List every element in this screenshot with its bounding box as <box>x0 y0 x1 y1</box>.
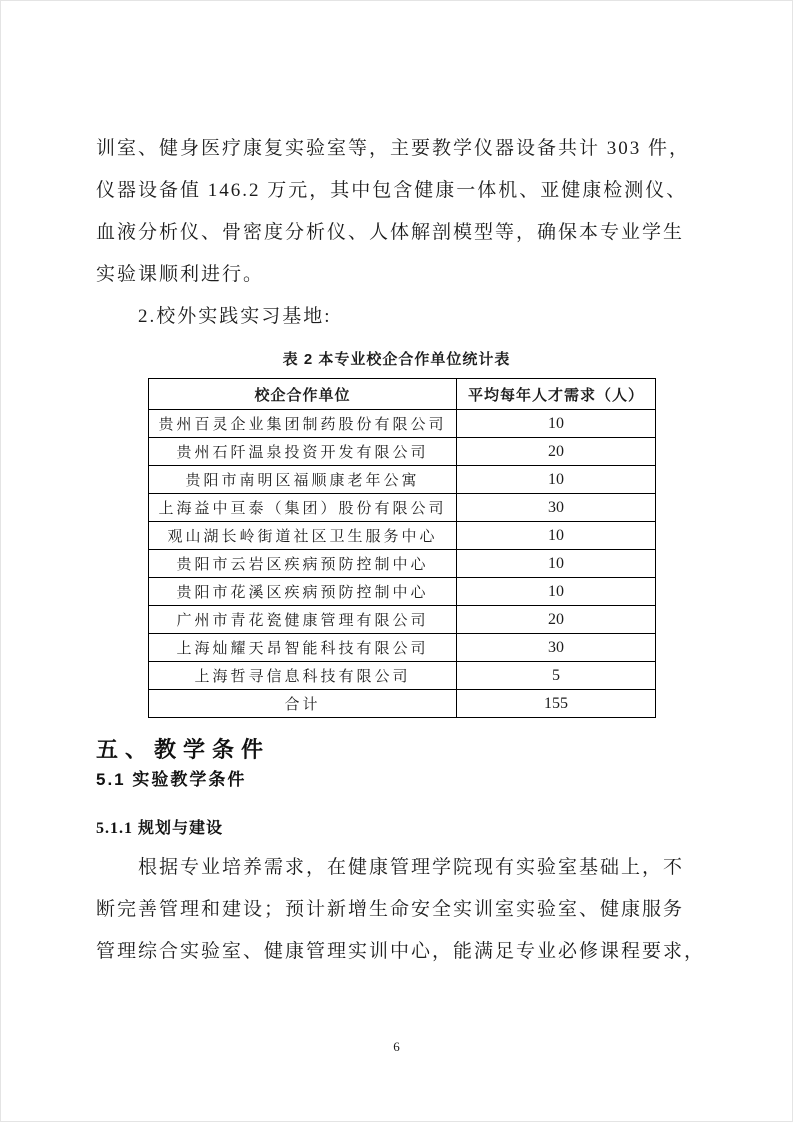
demand-cell: 5 <box>457 662 656 690</box>
demand-cell: 30 <box>457 494 656 522</box>
table-row <box>149 662 656 690</box>
demand-cell: 20 <box>457 606 656 634</box>
table-row <box>149 410 656 438</box>
table-row <box>149 550 656 578</box>
table-row <box>149 606 656 634</box>
subsubsection-heading: 5.1.1 规划与建设 <box>96 820 224 837</box>
unit-cell: 广州市青花瓷健康管理有限公司 <box>149 606 457 634</box>
col-header-unit: 校企合作单位 <box>149 379 457 410</box>
page-number: 6 <box>393 1039 400 1054</box>
unit-cell: 上海哲寻信息科技有限公司 <box>149 662 457 690</box>
unit-cell: 观山湖长岭街道社区卫生服务中心 <box>149 522 457 550</box>
demand-cell: 10 <box>457 410 656 438</box>
unit-cell: 贵州百灵企业集团制药股份有限公司 <box>149 410 457 438</box>
text-line: 管理综合实验室、健康管理实训中心，能满足专业必修课程要求， <box>96 941 706 962</box>
demand-cell: 10 <box>457 550 656 578</box>
table-row <box>149 522 656 550</box>
demand-cell: 10 <box>457 522 656 550</box>
text-line: 训室、健身医疗康复实验室等，主要教学仪器设备共计 303 件， <box>96 138 691 159</box>
text-line: 根据专业培养需求，在健康管理学院现有实验室基础上，不 <box>138 857 685 878</box>
unit-cell: 贵阳市花溪区疾病预防控制中心 <box>149 578 457 606</box>
subsection-heading: 5.1 实验教学条件 <box>96 770 247 789</box>
total-label-cell: 合计 <box>149 690 457 718</box>
text-line: 实验课顺利进行。 <box>96 264 265 285</box>
table-row <box>149 634 656 662</box>
list-item-practice-base: 2.校外实践实习基地: <box>138 306 332 327</box>
demand-cell: 10 <box>457 578 656 606</box>
table-caption: 表 2 本专业校企合作单位统计表 <box>282 351 511 368</box>
demand-cell: 10 <box>457 466 656 494</box>
text-line: 血液分析仪、骨密度分析仪、人体解剖模型等，确保本专业学生 <box>96 222 685 243</box>
paragraph-planning <box>96 847 706 973</box>
table-row <box>149 494 656 522</box>
table-header-row <box>149 379 656 410</box>
unit-cell: 贵阳市南明区福顺康老年公寓 <box>149 466 457 494</box>
table-row <box>149 438 656 466</box>
total-value-cell: 155 <box>457 690 656 718</box>
unit-cell: 上海益中亘泰（集团）股份有限公司 <box>149 494 457 522</box>
table-row <box>149 578 656 606</box>
table-row-total <box>149 690 656 718</box>
unit-cell: 贵阳市云岩区疾病预防控制中心 <box>149 550 457 578</box>
unit-cell: 上海灿耀天昂智能科技有限公司 <box>149 634 457 662</box>
demand-cell: 20 <box>457 438 656 466</box>
demand-cell: 30 <box>457 634 656 662</box>
col-header-demand: 平均每年人才需求（人） <box>457 379 656 410</box>
page-content <box>1 1 792 973</box>
text-line: 仪器设备值 146.2 万元，其中包含健康一体机、亚健康检测仪、 <box>96 180 688 201</box>
text-line: 断完善管理和建设；预计新增生命安全实训室实验室、健康服务 <box>96 899 685 920</box>
paragraph-equipment <box>96 128 697 296</box>
cooperation-table <box>148 378 656 718</box>
section-heading: 五、教学条件 <box>96 737 271 762</box>
unit-cell: 贵州石阡温泉投资开发有限公司 <box>149 438 457 466</box>
table-row <box>149 466 656 494</box>
